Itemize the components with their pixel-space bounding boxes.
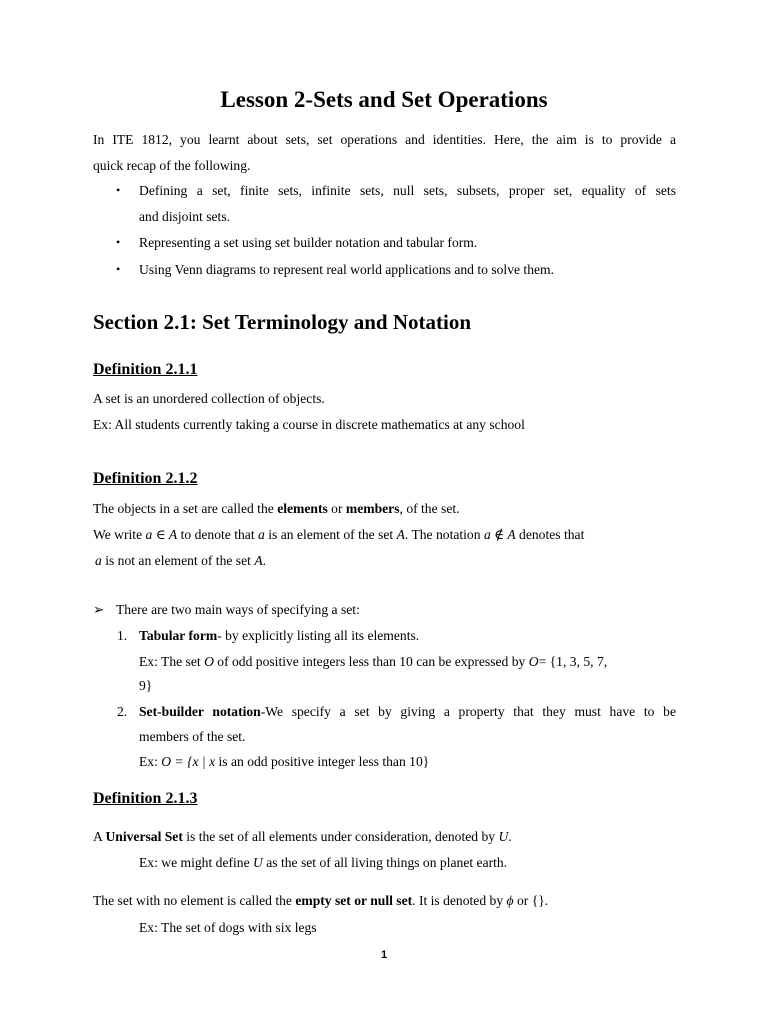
- list-number-1: 1.: [117, 628, 128, 643]
- set-builder-example: Ex: O = {x | x is an odd positive integer less than 10}: [139, 754, 430, 769]
- definition-2-1-1-example: Ex: All students currently taking a course in discrete mathematics at any school: [93, 417, 525, 432]
- term-elements: elements: [277, 501, 328, 516]
- bullet-3: Using Venn diagrams to represent real world applications and to solve them.: [139, 262, 555, 277]
- definition-2-1-3-heading: Definition 2.1.3: [93, 790, 198, 807]
- bullet-1-line-1: Defining a set, finite sets, infinite sets, null sets, subsets, proper set, equality of sets: [139, 183, 676, 198]
- universal-set-example: Ex: we might define U as the set of all living things on planet earth.: [139, 855, 508, 870]
- ways-intro: There are two main ways of specifying a set:: [116, 602, 360, 617]
- phi-symbol: ϕ: [506, 893, 514, 908]
- definition-2-1-1-text: A set is an unordered collection of objects.: [93, 391, 325, 406]
- math-a-in-A: a ∈ A: [145, 527, 178, 542]
- empty-set-line: The set with no element is called the empty set or null set. It is denoted by ϕ or {}.: [93, 893, 549, 908]
- set-builder-line-2: members of the set.: [139, 729, 246, 744]
- bullet-icon: •: [116, 183, 121, 197]
- set-builder-line-1: Set-builder notation-We specify a set by giving a property that they must have to be: [139, 704, 676, 719]
- definition-2-1-2-line-3: a is not an element of the set A.: [95, 553, 267, 568]
- definition-2-1-1-heading: Definition 2.1.1: [93, 361, 198, 378]
- definition-2-1-2-heading: Definition 2.1.2: [93, 470, 198, 487]
- bullet-2: Representing a set using set builder notation and tabular form.: [139, 235, 478, 250]
- tabular-form-line: Tabular form- by explicitly listing all its elements.: [139, 628, 420, 643]
- tabular-form-example: Ex: The set O of odd positive integers less than 10 can be expressed by O= {1, 3, 5, 7,: [139, 654, 608, 669]
- term-members: members: [345, 501, 400, 516]
- universal-set-line: A Universal Set is the set of all elements under consideration, denoted by U.: [93, 829, 512, 844]
- bullet-icon: •: [116, 235, 121, 249]
- definition-2-1-2-line-1: The objects in a set are called the elements or members, of the set.: [93, 501, 460, 516]
- page-number: 1: [380, 949, 388, 961]
- bullet-1-line-2: and disjoint sets.: [139, 209, 231, 224]
- math-a-not-in-A: a ∉ A: [483, 527, 516, 542]
- arrow-bullet-icon: ➢: [93, 602, 105, 617]
- bullet-icon: •: [116, 262, 121, 276]
- empty-set-example: Ex: The set of dogs with six legs: [139, 920, 317, 935]
- section-heading: Section 2.1: Set Terminology and Notation: [93, 310, 472, 334]
- intro-line-2: quick recap of the following.: [93, 158, 251, 173]
- list-number-2: 2.: [117, 704, 128, 719]
- definition-2-1-2-line-2: We write a ∈ A to denote that a is an element of the set A. The notation a ∉ A denotes that: [93, 527, 585, 542]
- intro-line-1: In ITE 1812, you learnt about sets, set operations and identities. Here, the aim is to provide a: [93, 132, 676, 147]
- tabular-form-example-cont: 9}: [139, 678, 153, 693]
- page-title: Lesson 2-Sets and Set Operations: [220, 87, 548, 112]
